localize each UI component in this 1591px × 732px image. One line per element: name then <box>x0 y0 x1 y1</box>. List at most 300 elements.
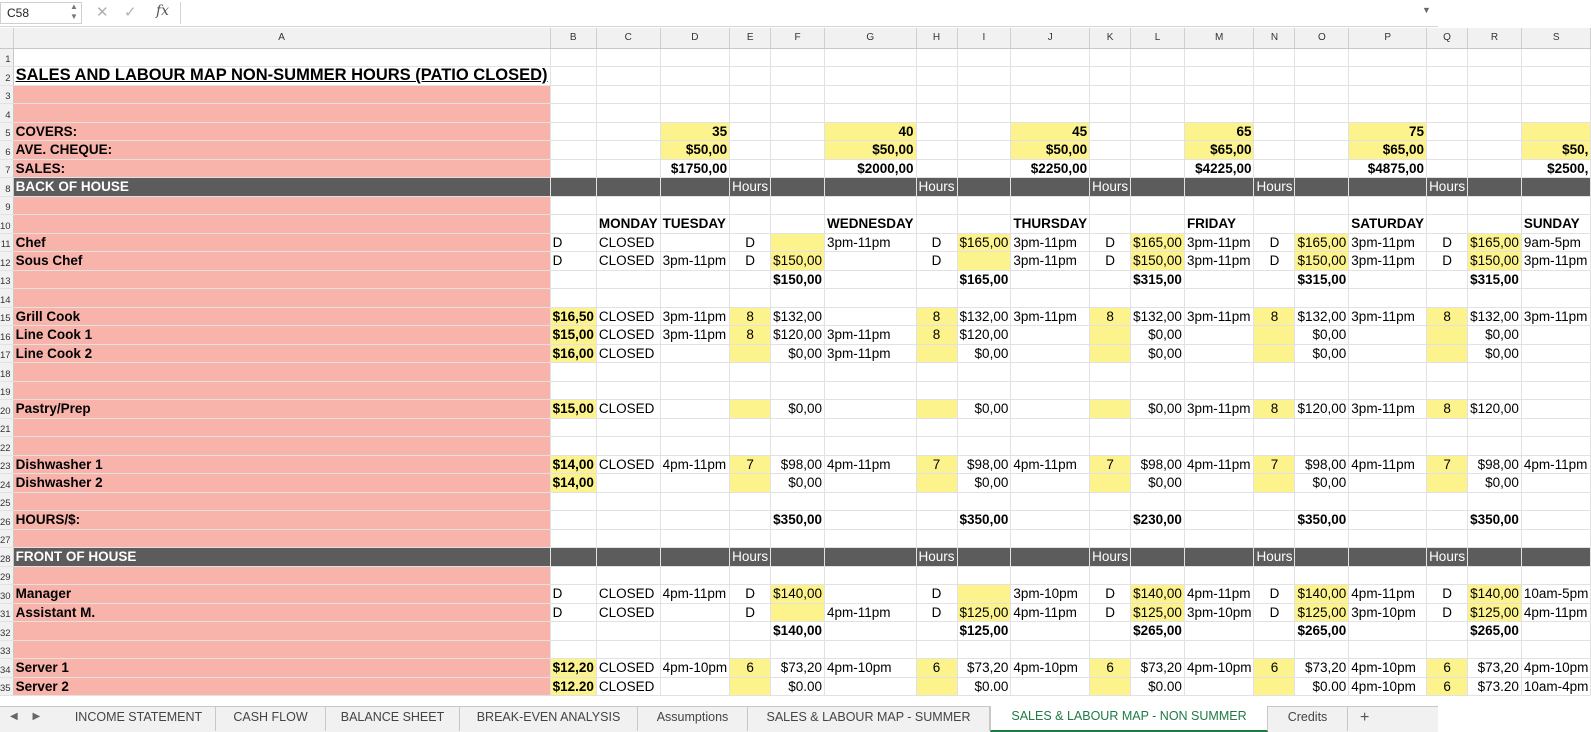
cell[interactable] <box>916 677 957 696</box>
tab-income-statement[interactable]: INCOME STATEMENT <box>62 707 216 731</box>
cell[interactable] <box>1090 215 1131 234</box>
cell[interactable]: 4pm-11pm <box>1011 455 1090 474</box>
cell[interactable] <box>596 381 660 400</box>
cell[interactable] <box>1254 437 1295 456</box>
cell[interactable] <box>824 363 916 382</box>
cell[interactable] <box>1349 474 1427 493</box>
cell[interactable] <box>730 85 771 104</box>
cell[interactable] <box>1131 67 1185 86</box>
cell[interactable] <box>1090 492 1131 511</box>
cell[interactable]: 6 <box>916 659 957 678</box>
cell[interactable]: $98,00 <box>1295 455 1349 474</box>
cell[interactable] <box>1521 381 1591 400</box>
cell[interactable]: CLOSED <box>596 344 660 363</box>
cell[interactable] <box>824 511 916 530</box>
row-header[interactable]: 18 <box>0 363 13 382</box>
cell[interactable] <box>1131 529 1185 548</box>
cell[interactable]: D <box>1254 603 1295 622</box>
cell[interactable] <box>596 85 660 104</box>
cell[interactable]: $350,00 <box>1468 511 1522 530</box>
cell[interactable]: $73,20 <box>1131 659 1185 678</box>
cell[interactable] <box>1468 122 1522 141</box>
cell[interactable]: 7 <box>916 455 957 474</box>
cell[interactable]: $125,00 <box>957 622 1011 641</box>
cell[interactable] <box>1011 381 1090 400</box>
cell[interactable] <box>1131 363 1185 382</box>
cell[interactable]: $0,00 <box>1131 400 1185 419</box>
cell[interactable] <box>824 585 916 604</box>
cell[interactable] <box>730 215 771 234</box>
cell[interactable] <box>13 48 550 67</box>
cell[interactable] <box>916 67 957 86</box>
cell[interactable] <box>730 196 771 215</box>
cell[interactable] <box>824 437 916 456</box>
cell[interactable]: $73,20 <box>1468 659 1522 678</box>
row-header[interactable]: 32 <box>0 622 13 641</box>
row-header[interactable]: 28 <box>0 548 13 567</box>
cell[interactable] <box>916 400 957 419</box>
cell[interactable] <box>1295 178 1349 197</box>
cell[interactable]: FRIDAY <box>1184 215 1254 234</box>
cell[interactable] <box>1468 437 1522 456</box>
cell[interactable]: $15,00 <box>550 326 596 345</box>
hours-header[interactable]: Hours <box>1090 548 1131 567</box>
cell[interactable]: Server 1 <box>13 659 550 678</box>
cell[interactable] <box>1427 344 1468 363</box>
cell[interactable]: D <box>916 585 957 604</box>
cell[interactable]: 4pm-10pm <box>1011 659 1090 678</box>
cell[interactable]: $73,20 <box>771 659 825 678</box>
cell[interactable] <box>660 474 730 493</box>
cell[interactable] <box>660 400 730 419</box>
cell[interactable] <box>13 622 550 641</box>
tab-assumptions[interactable]: Assumptions <box>638 707 748 731</box>
front-of-house-header[interactable]: FRONT OF HOUSE <box>13 548 550 567</box>
cell[interactable] <box>1468 548 1522 567</box>
cell[interactable] <box>730 511 771 530</box>
cell[interactable]: $98,00 <box>771 455 825 474</box>
cell[interactable] <box>550 196 596 215</box>
cell[interactable]: $65,00 <box>1184 141 1254 160</box>
cell[interactable] <box>771 566 825 585</box>
column-header-d[interactable]: D <box>660 28 730 48</box>
cell[interactable] <box>1427 326 1468 345</box>
column-header-c[interactable]: C <box>596 28 660 48</box>
cell[interactable] <box>1349 640 1427 659</box>
cell[interactable]: $0,00 <box>1131 474 1185 493</box>
cell[interactable] <box>730 122 771 141</box>
cell[interactable] <box>550 437 596 456</box>
cell[interactable] <box>1090 159 1131 178</box>
cell[interactable]: 3pm-11pm <box>1184 252 1254 271</box>
cell[interactable] <box>550 159 596 178</box>
cell[interactable] <box>596 196 660 215</box>
cell[interactable] <box>1184 437 1254 456</box>
cell[interactable] <box>1254 141 1295 160</box>
cell[interactable] <box>1427 48 1468 67</box>
cell[interactable] <box>1131 215 1185 234</box>
cell[interactable]: CLOSED <box>596 455 660 474</box>
cell[interactable] <box>1521 196 1591 215</box>
cell[interactable]: D <box>1254 585 1295 604</box>
cell[interactable]: 4pm-11pm <box>1521 455 1591 474</box>
cell[interactable]: AVE. CHEQUE: <box>13 141 550 160</box>
cell[interactable] <box>1184 344 1254 363</box>
row-header[interactable]: 24 <box>0 474 13 493</box>
cell[interactable] <box>596 474 660 493</box>
cell[interactable] <box>1131 492 1185 511</box>
cell[interactable] <box>1427 159 1468 178</box>
column-header-r[interactable]: R <box>1468 28 1522 48</box>
cell[interactable] <box>916 196 957 215</box>
cell[interactable] <box>13 215 550 234</box>
cell[interactable] <box>771 215 825 234</box>
cell[interactable] <box>1090 677 1131 696</box>
cell[interactable] <box>1254 85 1295 104</box>
row-header[interactable]: 31 <box>0 603 13 622</box>
cell[interactable] <box>596 529 660 548</box>
cell[interactable] <box>1521 622 1591 641</box>
cell[interactable] <box>1295 141 1349 160</box>
cell[interactable]: D <box>550 233 596 252</box>
cell[interactable] <box>957 363 1011 382</box>
cell[interactable] <box>824 307 916 326</box>
cell[interactable] <box>1427 196 1468 215</box>
cell[interactable] <box>1254 363 1295 382</box>
cell[interactable] <box>824 400 916 419</box>
cell[interactable]: Assistant M. <box>13 603 550 622</box>
cell[interactable] <box>1254 566 1295 585</box>
cell[interactable]: $98,00 <box>1468 455 1522 474</box>
cell[interactable] <box>1468 381 1522 400</box>
cell[interactable] <box>824 178 916 197</box>
cell[interactable]: 3pm-11pm <box>1011 252 1090 271</box>
hours-header[interactable]: Hours <box>1254 178 1295 197</box>
row-header[interactable]: 26 <box>0 511 13 530</box>
cell[interactable] <box>660 603 730 622</box>
cell[interactable] <box>730 622 771 641</box>
cell[interactable]: $132,00 <box>1131 307 1185 326</box>
cell[interactable] <box>1295 492 1349 511</box>
cell[interactable]: $0,00 <box>771 344 825 363</box>
cell[interactable]: HOURS/$: <box>13 511 550 530</box>
cell[interactable] <box>1254 511 1295 530</box>
cell[interactable] <box>957 141 1011 160</box>
cell[interactable]: D <box>1254 233 1295 252</box>
cell[interactable] <box>660 344 730 363</box>
cell[interactable] <box>596 48 660 67</box>
cell[interactable] <box>1521 270 1591 289</box>
cell[interactable]: D <box>550 252 596 271</box>
cell[interactable] <box>1521 289 1591 308</box>
cell[interactable]: 7 <box>730 455 771 474</box>
cell[interactable]: $0,00 <box>1295 474 1349 493</box>
cell[interactable] <box>1468 85 1522 104</box>
cell[interactable]: 7 <box>1090 455 1131 474</box>
cell[interactable] <box>1184 529 1254 548</box>
cell[interactable]: 4pm-10pm <box>1349 677 1427 696</box>
cell[interactable] <box>730 418 771 437</box>
row-header[interactable]: 11 <box>0 233 13 252</box>
cell[interactable] <box>660 48 730 67</box>
cell[interactable]: $230,00 <box>1131 511 1185 530</box>
cell[interactable]: 3pm-10pm <box>1349 603 1427 622</box>
cell[interactable] <box>1468 196 1522 215</box>
cell[interactable] <box>596 270 660 289</box>
cell[interactable] <box>1184 622 1254 641</box>
cell[interactable] <box>660 270 730 289</box>
cell[interactable] <box>1349 566 1427 585</box>
cell[interactable]: Sous Chef <box>13 252 550 271</box>
cell[interactable]: 3pm-11pm <box>1349 252 1427 271</box>
cell[interactable] <box>1131 437 1185 456</box>
cell[interactable] <box>1295 566 1349 585</box>
sheet-title[interactable]: SALES AND LABOUR MAP NON-SUMMER HOURS (PATIO CLOSED) <box>13 67 550 86</box>
cell[interactable]: $315,00 <box>1131 270 1185 289</box>
cell[interactable] <box>596 67 660 86</box>
cell[interactable]: 3pm-11pm <box>824 326 916 345</box>
cell[interactable] <box>771 548 825 567</box>
column-header-a[interactable]: A <box>13 28 550 48</box>
row-header[interactable]: 29 <box>0 566 13 585</box>
cell[interactable]: D <box>1090 252 1131 271</box>
cell[interactable] <box>1521 104 1591 123</box>
row-header[interactable]: 6 <box>0 141 13 160</box>
cell[interactable]: Pastry/Prep <box>13 400 550 419</box>
cell[interactable] <box>824 566 916 585</box>
cell[interactable] <box>1254 67 1295 86</box>
cell[interactable] <box>730 48 771 67</box>
row-header[interactable]: 22 <box>0 437 13 456</box>
cell[interactable]: $2000,00 <box>824 159 916 178</box>
cell[interactable]: $0.00 <box>771 677 825 696</box>
cell[interactable] <box>916 344 957 363</box>
cell[interactable] <box>1427 289 1468 308</box>
column-header-l[interactable]: L <box>1131 28 1185 48</box>
cell[interactable] <box>1011 270 1090 289</box>
cell[interactable]: $73,20 <box>957 659 1011 678</box>
cell[interactable] <box>1295 85 1349 104</box>
cell[interactable]: Line Cook 2 <box>13 344 550 363</box>
cell[interactable] <box>1521 529 1591 548</box>
cell[interactable] <box>1184 48 1254 67</box>
cell[interactable] <box>824 492 916 511</box>
cell[interactable] <box>1349 85 1427 104</box>
cell[interactable] <box>1254 492 1295 511</box>
cell[interactable]: $73.20 <box>1468 677 1522 696</box>
cell[interactable] <box>957 529 1011 548</box>
row-header[interactable]: 20 <box>0 400 13 419</box>
hours-header[interactable]: Hours <box>1427 548 1468 567</box>
cell[interactable] <box>1468 104 1522 123</box>
cell[interactable] <box>1090 48 1131 67</box>
cell[interactable] <box>660 104 730 123</box>
cell[interactable] <box>1131 178 1185 197</box>
cell[interactable]: 4pm-11pm <box>1184 455 1254 474</box>
cell[interactable]: $265,00 <box>1295 622 1349 641</box>
cell[interactable] <box>957 215 1011 234</box>
cell[interactable] <box>1468 48 1522 67</box>
cell[interactable] <box>13 529 550 548</box>
cell[interactable]: CLOSED <box>596 233 660 252</box>
cell[interactable]: 3pm-11pm <box>1349 233 1427 252</box>
cell[interactable] <box>550 122 596 141</box>
cell[interactable] <box>730 677 771 696</box>
cell[interactable] <box>1011 48 1090 67</box>
column-header-p[interactable]: P <box>1349 28 1427 48</box>
cell[interactable] <box>1090 400 1131 419</box>
cell[interactable]: 8 <box>1427 307 1468 326</box>
cell[interactable] <box>771 196 825 215</box>
cell[interactable] <box>916 640 957 659</box>
cell[interactable]: D <box>1427 603 1468 622</box>
cell[interactable] <box>660 196 730 215</box>
cell[interactable]: 4pm-11pm <box>824 603 916 622</box>
add-sheet-icon[interactable]: + <box>1360 709 1370 726</box>
cell[interactable]: $15,00 <box>550 400 596 419</box>
cell[interactable] <box>730 67 771 86</box>
cell[interactable] <box>1295 363 1349 382</box>
cell[interactable] <box>550 622 596 641</box>
cell[interactable] <box>771 603 825 622</box>
cell[interactable] <box>1427 270 1468 289</box>
cell[interactable] <box>550 289 596 308</box>
cell[interactable] <box>1295 381 1349 400</box>
cell[interactable] <box>1295 437 1349 456</box>
cell[interactable] <box>1184 548 1254 567</box>
cell[interactable] <box>1295 640 1349 659</box>
cell[interactable] <box>550 363 596 382</box>
cell[interactable]: 3pm-11pm <box>1521 252 1591 271</box>
cell[interactable] <box>1427 640 1468 659</box>
cell[interactable]: CLOSED <box>596 400 660 419</box>
cell[interactable] <box>1521 437 1591 456</box>
cell[interactable] <box>1184 67 1254 86</box>
row-header[interactable]: 35 <box>0 677 13 696</box>
cell[interactable]: 8 <box>730 307 771 326</box>
cell[interactable] <box>916 418 957 437</box>
cell[interactable]: $165,00 <box>957 270 1011 289</box>
cell[interactable] <box>957 67 1011 86</box>
cell[interactable]: $1750,00 <box>660 159 730 178</box>
cell[interactable]: $140,00 <box>1295 585 1349 604</box>
row-header[interactable]: 33 <box>0 640 13 659</box>
cell[interactable] <box>1131 566 1185 585</box>
cell[interactable]: 4pm-11pm <box>1349 585 1427 604</box>
cell[interactable]: 4pm-10pm <box>1521 659 1591 678</box>
cell[interactable] <box>916 104 957 123</box>
cell[interactable] <box>1011 622 1090 641</box>
cell[interactable] <box>550 141 596 160</box>
cell[interactable] <box>550 215 596 234</box>
cell[interactable] <box>916 141 957 160</box>
column-header-m[interactable]: M <box>1184 28 1254 48</box>
cell[interactable] <box>1349 178 1427 197</box>
cell[interactable]: Chef <box>13 233 550 252</box>
cell[interactable]: SUNDAY <box>1521 215 1591 234</box>
cell[interactable] <box>1349 622 1427 641</box>
cell[interactable] <box>1468 215 1522 234</box>
cell[interactable] <box>730 289 771 308</box>
cell[interactable] <box>957 48 1011 67</box>
cell[interactable]: 3pm-10pm <box>1184 603 1254 622</box>
hours-header[interactable]: Hours <box>1427 178 1468 197</box>
cell[interactable] <box>660 622 730 641</box>
column-header-q[interactable]: Q <box>1427 28 1468 48</box>
cell[interactable] <box>1521 85 1591 104</box>
cell[interactable]: $0,00 <box>957 400 1011 419</box>
cell[interactable] <box>550 548 596 567</box>
cell[interactable]: D <box>1427 585 1468 604</box>
cell[interactable]: 3pm-11pm <box>1184 233 1254 252</box>
cell[interactable]: $125,00 <box>957 603 1011 622</box>
cell[interactable]: 6 <box>1090 659 1131 678</box>
cell[interactable] <box>771 289 825 308</box>
cell[interactable]: TUESDAY <box>660 215 730 234</box>
cell[interactable] <box>1427 141 1468 160</box>
cell[interactable]: 65 <box>1184 122 1254 141</box>
cell[interactable] <box>1254 344 1295 363</box>
cell[interactable] <box>660 363 730 382</box>
cell[interactable]: 6 <box>1254 659 1295 678</box>
cell[interactable]: $132,00 <box>771 307 825 326</box>
hours-header[interactable]: Hours <box>730 178 771 197</box>
cell[interactable] <box>550 511 596 530</box>
cell[interactable] <box>1090 67 1131 86</box>
row-header[interactable]: 14 <box>0 289 13 308</box>
cell[interactable] <box>1349 289 1427 308</box>
cell[interactable] <box>1521 326 1591 345</box>
cell[interactable] <box>660 492 730 511</box>
cell[interactable] <box>1468 529 1522 548</box>
cell[interactable]: 4pm-10pm <box>660 659 730 678</box>
cell[interactable] <box>1131 548 1185 567</box>
cell[interactable]: $50, <box>1521 141 1591 160</box>
cell[interactable]: $0.00 <box>1295 677 1349 696</box>
cell[interactable] <box>1427 529 1468 548</box>
row-header[interactable]: 9 <box>0 196 13 215</box>
cell[interactable]: THURSDAY <box>1011 215 1090 234</box>
cell[interactable] <box>730 529 771 548</box>
cell[interactable] <box>1521 178 1591 197</box>
cell[interactable] <box>13 418 550 437</box>
cell[interactable] <box>1011 640 1090 659</box>
cell[interactable]: $150,00 <box>1468 252 1522 271</box>
cell[interactable] <box>660 289 730 308</box>
cell[interactable] <box>916 85 957 104</box>
cell[interactable]: 3pm-11pm <box>1184 400 1254 419</box>
cell[interactable]: $132,00 <box>1468 307 1522 326</box>
cell[interactable]: $98,00 <box>1131 455 1185 474</box>
cell[interactable]: $50,00 <box>1011 141 1090 160</box>
cell[interactable] <box>1254 677 1295 696</box>
cell[interactable] <box>1521 363 1591 382</box>
cell[interactable] <box>1090 289 1131 308</box>
cell[interactable] <box>13 492 550 511</box>
cell[interactable] <box>916 48 957 67</box>
cell[interactable] <box>916 437 957 456</box>
cell[interactable] <box>1349 492 1427 511</box>
cell[interactable] <box>916 381 957 400</box>
cell[interactable] <box>1468 492 1522 511</box>
cell[interactable]: $0.00 <box>957 677 1011 696</box>
cell[interactable] <box>1254 196 1295 215</box>
cell[interactable] <box>1349 270 1427 289</box>
cell[interactable] <box>771 381 825 400</box>
cell[interactable] <box>824 289 916 308</box>
cell[interactable] <box>824 67 916 86</box>
cell[interactable] <box>1254 270 1295 289</box>
